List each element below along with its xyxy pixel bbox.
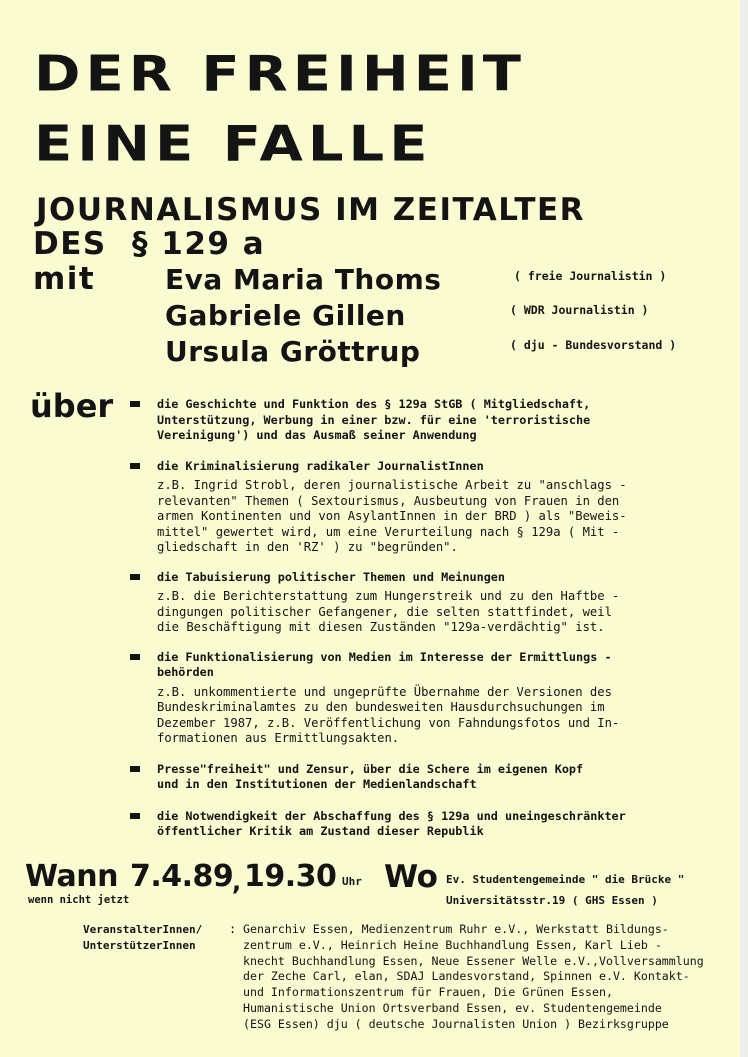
list-item	[130, 762, 690, 793]
bullet-icon	[130, 654, 140, 660]
organizers-list: Genarchiv Essen, Medienzentrum Ruhr e.V., Werkstatt Bildungs- zentrum e.V., Heinrich Heine Buchhandlung Essen, Karl Lieb - knecht Buchhandlung Essen, Neue Essener Welle e.V.,Vollversammlung der Zeche Carl, elan, SDAJ Landesvorstand, Spinnen e.V. Kontakt- und Informationszentrum für Frauen, Die Grünen Essen, Humanistische Union Ortsverband Essen, ev. Studentengemeinde (ESG Essen) dju ( deutsche Journalisten Union ) Bezirksgruppe	[243, 922, 704, 1031]
bullet-icon	[130, 813, 140, 819]
list-item	[130, 397, 690, 444]
bullet-icon	[130, 766, 140, 772]
headline-line-2: EINE FALLE	[34, 115, 433, 173]
headline-line-1: DER FREIHEIT	[34, 45, 526, 103]
topics-label: über	[30, 387, 114, 425]
speakers-intro: mit	[33, 261, 96, 297]
list-item	[130, 809, 690, 840]
where-label: Wo	[384, 859, 438, 895]
event-time: 19.30	[244, 859, 337, 894]
speaker-role: ( freie Journalistin )	[514, 269, 667, 283]
bullet-icon	[130, 463, 140, 469]
topic-title: die Notwendigkeit der Abschaffung des § 129a und uneingeschränkter öffentlicher Kritik am Zustand dieser Republik	[157, 808, 626, 838]
topic-title: die Tabuisierung politischer Themen und Meinungen	[157, 569, 506, 584]
topic-title: Presse"freiheit" und Zensur, über die Schere im eigenen Kopf und in den Institutionen der Medienlandschaft	[157, 761, 584, 791]
time-unit: Uhr	[342, 875, 362, 888]
when-note: wenn nicht jetzt	[28, 894, 130, 906]
topic-detail: z.B. unkommentierte und ungeprüfte Übernahme der Versionen des Bundeskriminalamtes zu den bundesweiten Hausdurchsuchungen im Dezember 1987, z.B. Veröffentlichung von Fahndungsfotos und In- formationen aus Ermittlungsakten.	[157, 684, 620, 745]
list-item	[130, 650, 690, 747]
venue-address: Universitätsstr.19 ( GHS Essen )	[446, 894, 658, 907]
speaker-name: Eva Maria Thoms	[165, 263, 442, 296]
topic-title: die Kriminalisierung radikaler JournalistInnen	[157, 458, 484, 473]
subtitle-prefix: DES	[33, 226, 107, 262]
when-label: Wann	[25, 859, 118, 894]
topic-title: die Geschichte und Funktion des § 129a StGB ( Mitgliedschaft, Unterstützung, Werbung in einer bzw. für eine 'terroristische Vereinigung') und das Ausmaß seiner Anwendung	[157, 397, 591, 442]
organizers-colon: :	[229, 922, 237, 936]
bullet-icon	[130, 401, 140, 407]
list-item	[130, 459, 690, 556]
topic-list	[130, 397, 690, 840]
speaker-name: Gabriele Gillen	[165, 299, 406, 332]
bullet-icon	[130, 574, 140, 580]
venue-name: Ev. Studentengemeinde " die Brücke "	[446, 873, 685, 886]
topic-detail: z.B. die Berichterstattung zum Hungerstreik und zu den Haftbe - dingungen politischer Gefangener, die selten stattfindet, weil die Beschäftigung mit diesen Zuständen "129a-verdächtig" ist.	[157, 589, 620, 634]
subtitle-paragraph: § 129 a	[132, 226, 266, 262]
topic-detail: z.B. Ingrid Strobl, deren journalistische Arbeit zu "anschlags - relevanten" Themen ( Sextourismus, Ausbeutung von Frauen in den armen Kontinenten und von AsylantInnen in der BRD ) als "Beweis- mittel" gewertet wird, um eine Verurteilung nach § 129a ( Mit - gliedschaft in den 'RZ' ) zu "begründen".	[157, 478, 627, 554]
scan-edge	[740, 0, 748, 1057]
organizers-label: VeranstalterInnen/ UnterstützerInnen	[83, 923, 203, 952]
speaker-role: ( dju - Bundesvorstand )	[510, 338, 677, 352]
topic-title: die Funktionalisierung von Medien im Interesse der Ermittlungs - behörden	[157, 649, 612, 679]
list-item	[130, 570, 690, 636]
event-date: 7.4.89	[130, 859, 234, 894]
date-separator: ,	[232, 868, 241, 896]
speaker-role: ( WDR Journalistin )	[510, 303, 649, 317]
speaker-name: Ursula Gröttrup	[165, 335, 421, 368]
subtitle-line-1: JOURNALISMUS IM ZEITALTER	[36, 192, 586, 228]
